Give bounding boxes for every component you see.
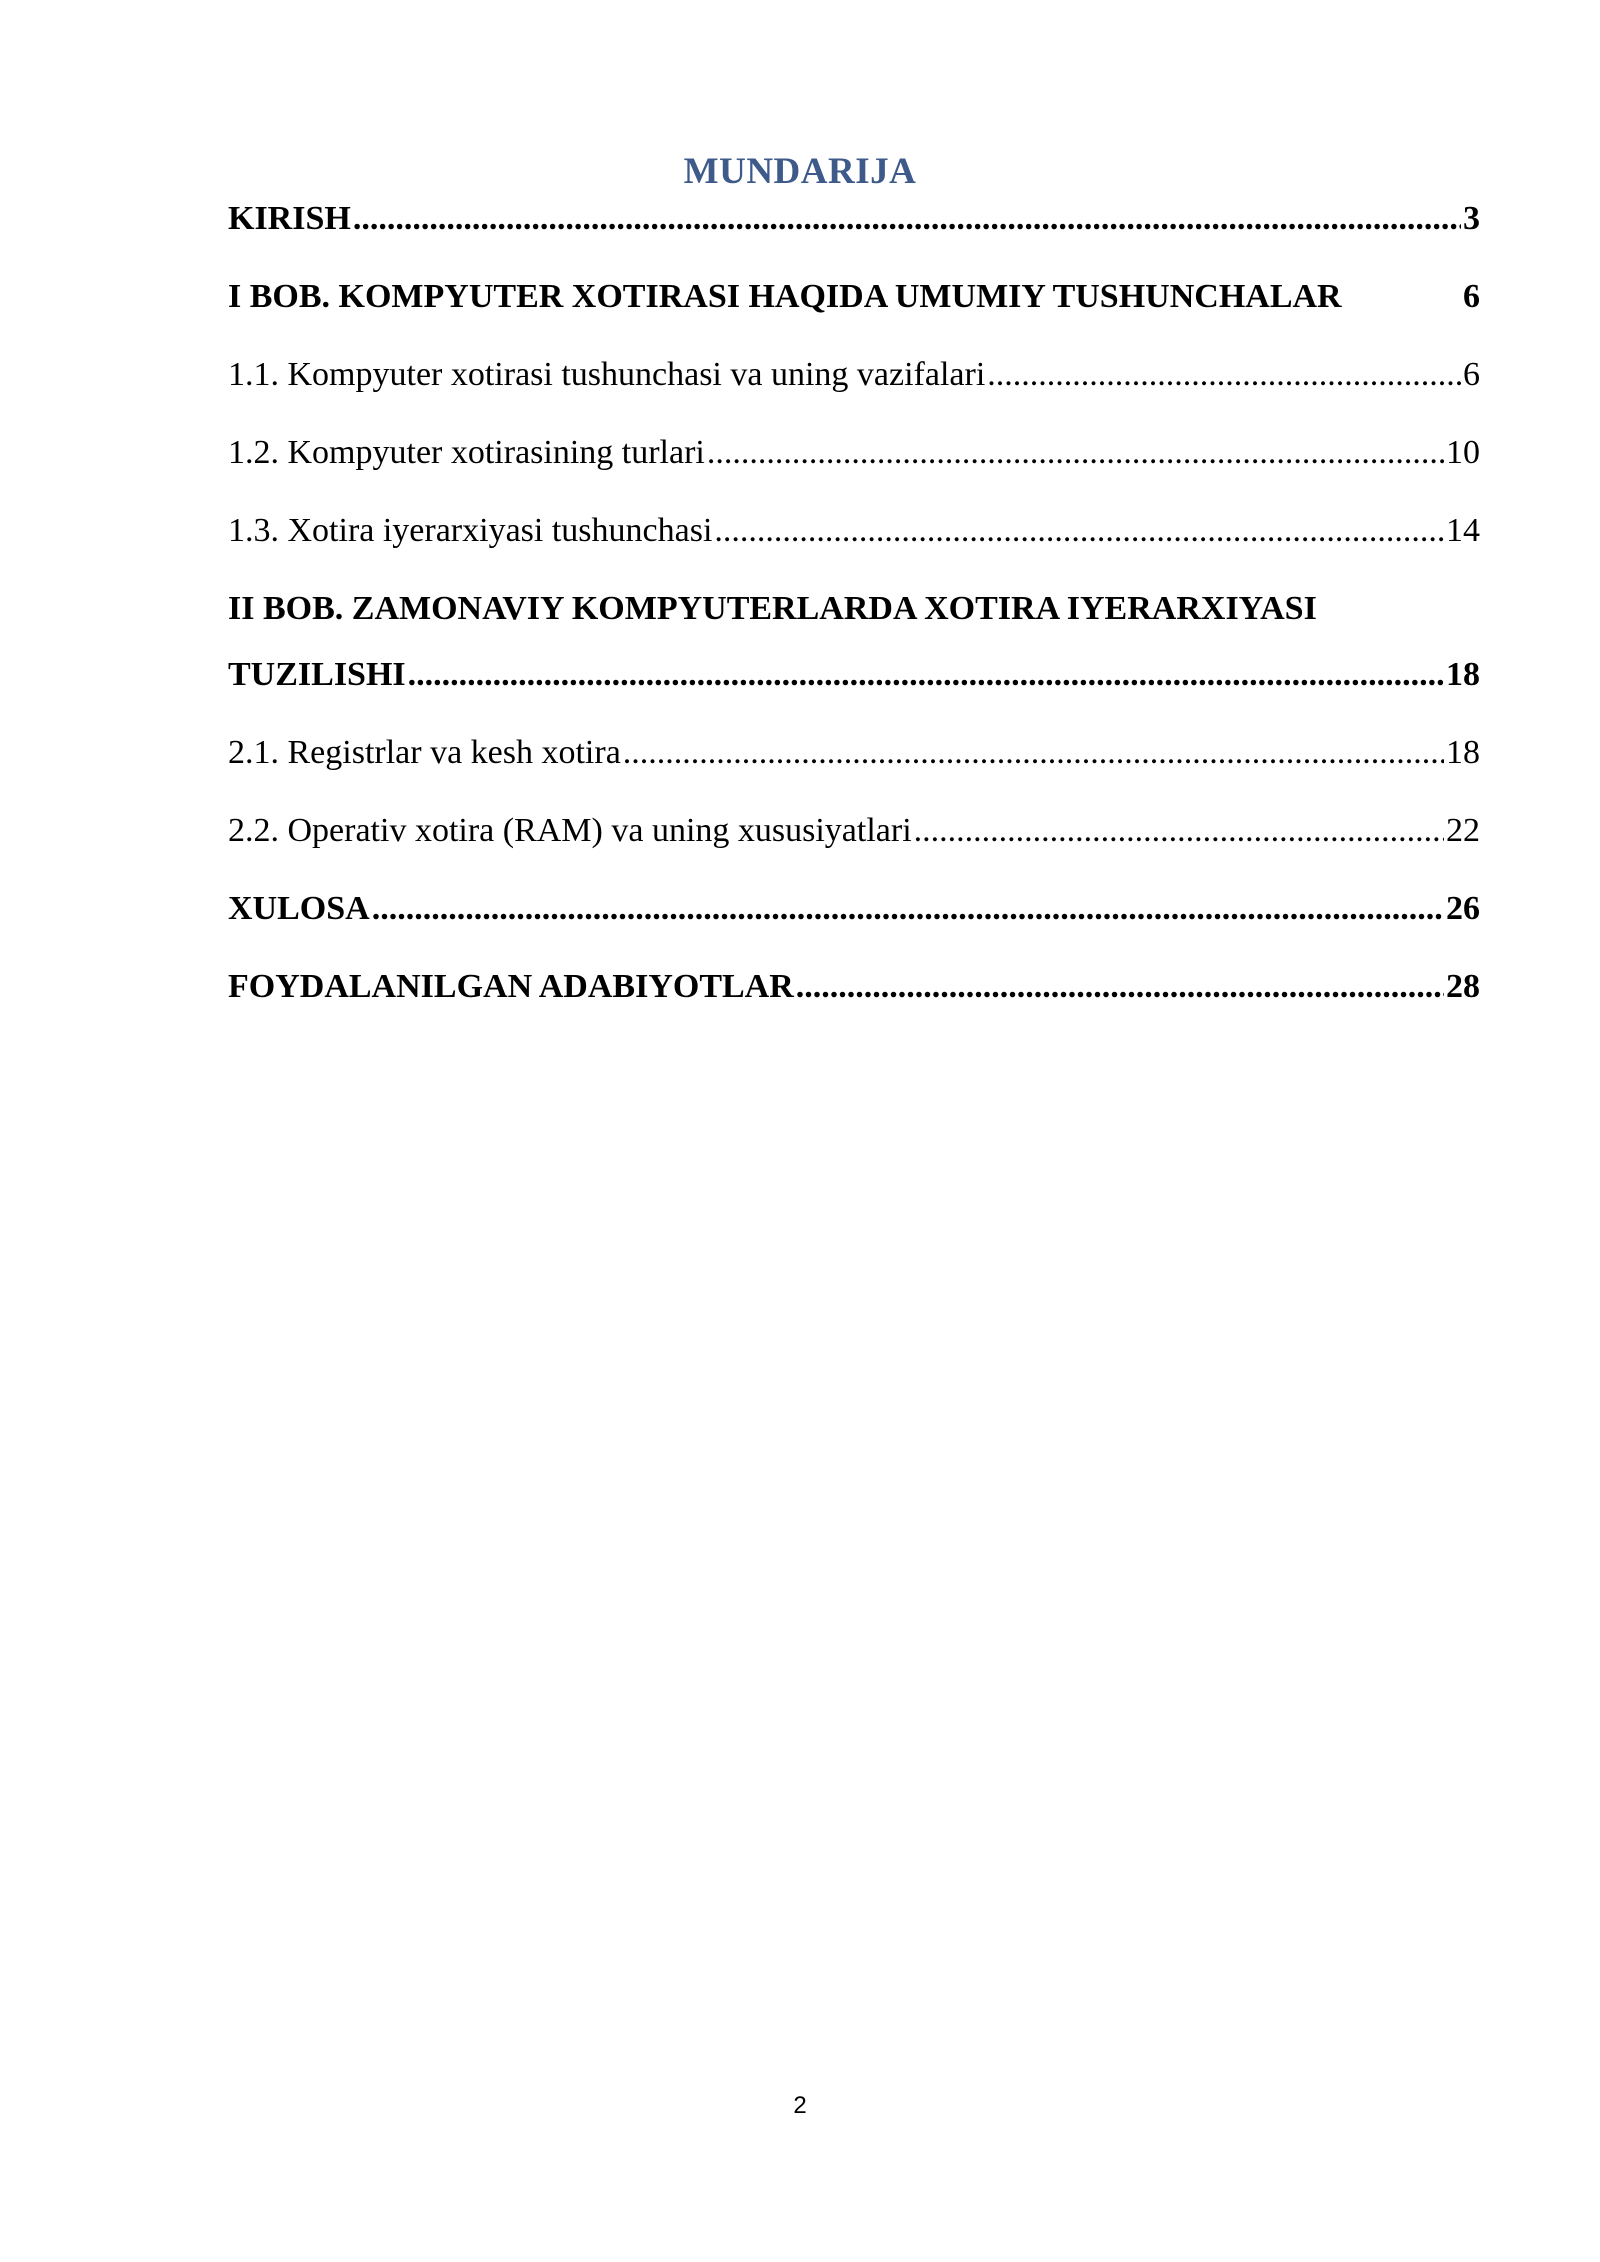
toc-leader-dots <box>408 652 1444 698</box>
toc-entry-page: 6 <box>1463 278 1480 315</box>
toc-entry-section-2-1[interactable] <box>228 730 1480 776</box>
toc-entry-label-line1: II BOB. ZAMONAVIY KOMPYUTERLARDA XOTIRA IYERARXIYASI <box>228 590 1317 627</box>
toc-entry-label: 1.2. Kompyuter xotirasining turlari <box>228 434 705 471</box>
toc-entry-page: 14 <box>1446 512 1480 549</box>
toc-entry-label: TUZILISHI <box>228 656 406 693</box>
page-number: 2 <box>793 2092 807 2119</box>
toc-entry-page: 18 <box>1446 734 1480 771</box>
toc-entry-page: 18 <box>1446 656 1480 693</box>
table-of-contents <box>228 196 1480 1010</box>
toc-entry-page: 10 <box>1446 434 1480 471</box>
toc-entry-page: 3 <box>1463 200 1480 237</box>
toc-leader-dots <box>796 964 1444 1010</box>
toc-entry-references[interactable] <box>228 964 1480 1010</box>
toc-entry-chapter-2[interactable] <box>228 586 1480 698</box>
toc-entry-section-1-1[interactable] <box>228 352 1480 398</box>
toc-entry-line2 <box>228 652 1480 698</box>
toc-entry-label: XULOSA <box>228 890 370 927</box>
toc-entry-section-2-2[interactable] <box>228 808 1480 854</box>
toc-leader-dots <box>372 886 1444 932</box>
toc-entry-label: 1.1. Kompyuter xotirasi tushunchasi va uning vazifalari <box>228 356 986 393</box>
toc-entry-page: 28 <box>1446 968 1480 1005</box>
toc-leader-dots <box>623 730 1444 776</box>
toc-entry-label: 2.1. Registrlar va kesh xotira <box>228 734 621 771</box>
toc-entry-chapter-1[interactable] <box>228 274 1480 320</box>
toc-leader-dots <box>353 196 1461 242</box>
toc-entry-page: 22 <box>1446 812 1480 849</box>
toc-leader-dots <box>987 352 1461 398</box>
toc-leader-dots <box>707 430 1444 476</box>
toc-entry-section-1-3[interactable] <box>228 508 1480 554</box>
toc-entry-label: 2.2. Operativ xotira (RAM) va uning xususiyatlari <box>228 812 912 849</box>
toc-entry-xulosa[interactable] <box>228 886 1480 932</box>
toc-entry-page: 26 <box>1446 890 1480 927</box>
toc-leader-dots <box>914 808 1444 854</box>
toc-entry-label: 1.3. Xotira iyerarxiyasi tushunchasi <box>228 512 713 549</box>
toc-title: MUNDARIJA <box>683 151 917 192</box>
toc-entry-section-1-2[interactable] <box>228 430 1480 476</box>
toc-entry-page: 6 <box>1463 356 1480 393</box>
toc-entry-label: FOYDALANILGAN ADABIYOTLAR <box>228 968 794 1005</box>
toc-entry-label: KIRISH <box>228 200 351 237</box>
toc-entry-kirish[interactable] <box>228 196 1480 242</box>
toc-entry-label: I BOB. KOMPYUTER XOTIRASI HAQIDA UMUMIY TUSHUNCHALAR <box>228 278 1342 315</box>
toc-leader-dots <box>714 508 1444 554</box>
